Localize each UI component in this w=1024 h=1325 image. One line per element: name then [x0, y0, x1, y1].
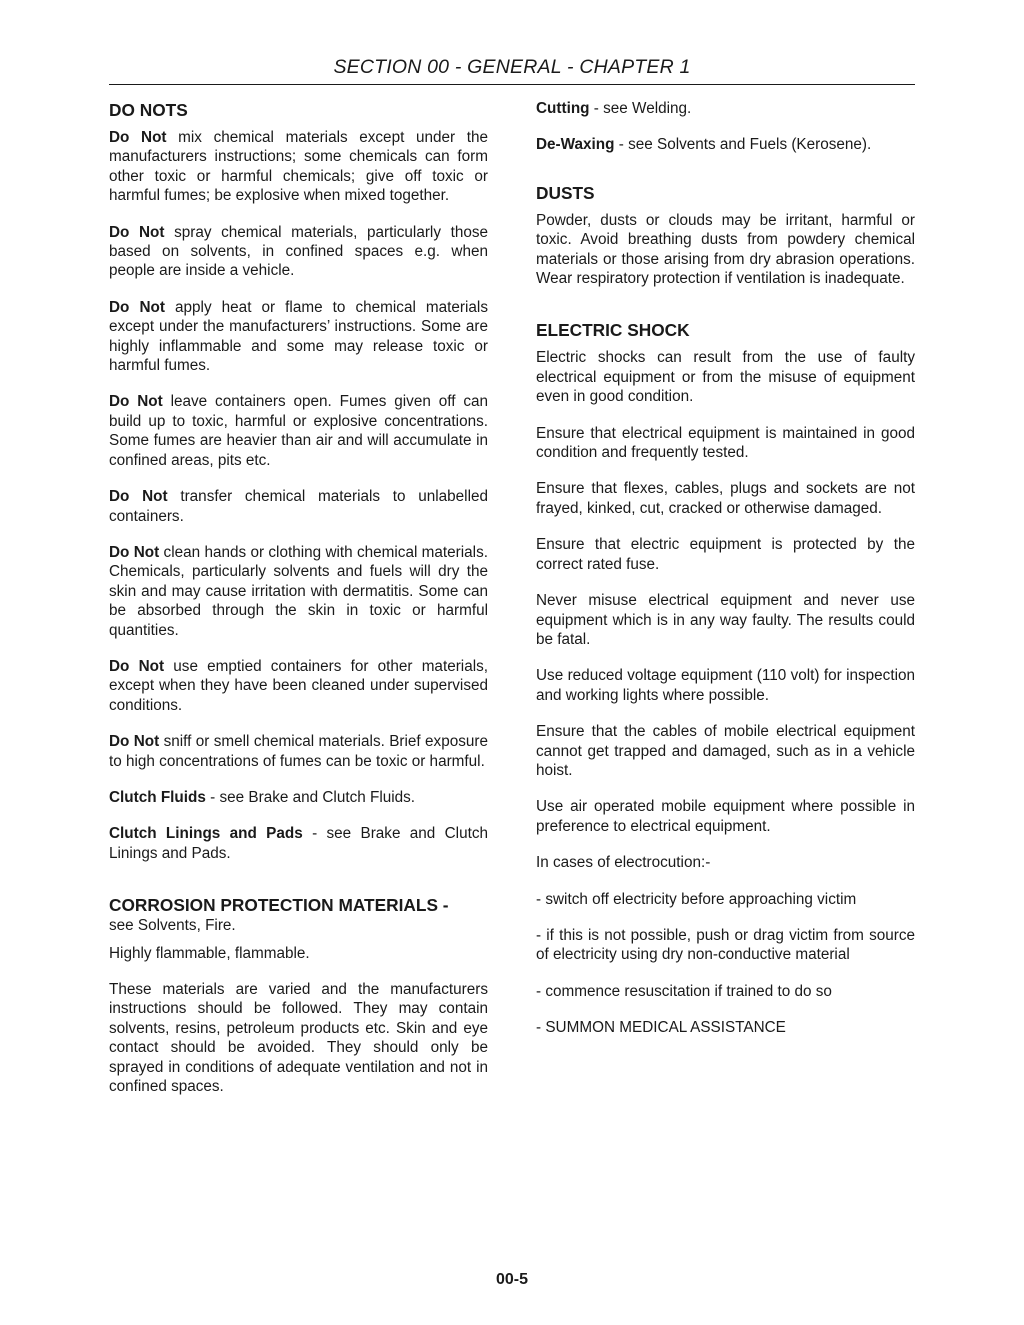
paragraph-text: transfer chemical materials to unlabelled containers. [109, 488, 488, 525]
right-column [536, 99, 915, 1055]
do-not-paragraph [109, 223, 488, 281]
corrosion-paragraph: These materials are varied and the manufacturers instructions should be followed. They may contain solvents, resins, petroleum products etc. Skin and eye contact should be avoided. They should only be sprayed in conditions of adequate ventilation and not in confined spaces. [109, 981, 488, 1096]
corrosion-paragraph: Highly flammable, flammable. [109, 944, 310, 962]
cutting-entry [536, 99, 915, 118]
clutch-linings-entry [109, 824, 488, 863]
paragraph-lead: Clutch Fluids [109, 788, 206, 806]
paragraph-lead: De-Waxing [536, 136, 615, 154]
electric-paragraph: Ensure that the cables of mobile electrical equipment cannot get trapped and damaged, such as in a vehicle hoist. [536, 723, 915, 779]
paragraph-text: - see Brake and Clutch Fluids. [205, 788, 416, 806]
page-number: 00-5 [495, 1271, 529, 1288]
do-not-paragraph [109, 128, 488, 206]
paragraph-lead: Do Not [109, 657, 165, 675]
paragraph-lead: Do Not [109, 393, 163, 411]
paragraph-text: mix chemical materials except under the manufacturers instructions; some chemicals can form other toxic or harmful chemicals; give off toxic or harmful fumes; be explosive when mixed together. [109, 129, 488, 205]
header-rule [109, 84, 915, 85]
electrocution-intro: In cases of electrocution:- [536, 854, 711, 872]
paragraph-lead: Do Not [109, 543, 160, 561]
corrosion-heading: CORROSION PROTECTION MATERIALS - [109, 895, 449, 916]
electric-paragraph: Electric shocks can result from the use of faulty electrical equipment or from the misuse of equipment even in good condition. [536, 349, 915, 406]
electrocution-step: - SUMMON MEDICAL ASSISTANCE [536, 1019, 786, 1037]
do-not-paragraph [109, 487, 488, 526]
do-not-paragraph [109, 543, 488, 640]
paragraph-lead: Do Not [109, 733, 160, 751]
corrosion-subheading: see Solvents, Fire. [109, 917, 236, 935]
electric-paragraph: Never misuse electrical equipment and never use equipment which is in any way faulty. The results could be fatal. [536, 592, 915, 648]
paragraph-text: - see Welding. [589, 100, 692, 117]
electric-paragraph: Ensure that electric equipment is protected by the correct rated fuse. [536, 536, 915, 573]
dewaxing-entry [536, 135, 915, 154]
paragraph-text: sniff or smell chemical materials. Brief exposure to high concentrations of fumes can be toxic or harmful. [109, 733, 488, 770]
electric-paragraph: Ensure that electrical equipment is maintained in good condition and frequently tested. [536, 424, 915, 462]
electrocution-step: - if this is not possible, push or drag victim from source of electricity using dry non-conductive material [536, 926, 915, 964]
dusts-heading: DUSTS [536, 182, 595, 203]
do-not-paragraph [109, 298, 488, 376]
paragraph-text: spray chemical materials, particularly those based on solvents, in confined spaces e.g. when people are inside a vehicle. [109, 223, 488, 280]
electric-paragraph: Ensure that flexes, cables, plugs and sockets are not frayed, kinked, cut, cracked or otherwise damaged. [536, 480, 915, 517]
paragraph-lead: Cutting [536, 100, 590, 117]
do-nots-heading: DO NOTS [109, 100, 188, 120]
paragraph-text: leave containers open. Fumes given off can build up to toxic, harmful or explosive concentrations. Some fumes are heavier than air and will accumulate in confined areas, pits etc. [109, 393, 488, 469]
electric-paragraph: Use reduced voltage equipment (110 volt) for inspection and working lights where possible. [536, 667, 915, 704]
clutch-fluids-entry [109, 788, 488, 807]
paragraph-text: use emptied containers for other materials, except when they have been cleaned under supervised conditions. [109, 657, 488, 714]
dusts-paragraph: Powder, dusts or clouds may be irritant, harmful or toxic. Avoid breathing dusts from powdery chemical materials or those arising from dry abrasion operations. Wear respiratory protection if ventilation is inadequate. [536, 211, 915, 288]
paragraph-lead: Do Not [109, 488, 168, 506]
electric-shock-heading: ELECTRIC SHOCK [536, 320, 690, 341]
do-not-paragraph [109, 657, 488, 715]
page-header: SECTION 00 - GENERAL - CHAPTER 1 [333, 56, 691, 78]
do-not-paragraph [109, 732, 488, 771]
left-column [109, 99, 488, 1113]
paragraph-text: clean hands or clothing with chemical materials. Chemicals, particularly solvents and fuels will dry the skin and may cause irritation with dermatitis. Some can be absorbed through the skin in toxic or harmful quantities. [109, 543, 488, 639]
paragraph-lead: Do Not [109, 223, 165, 241]
paragraph-lead: Do Not [109, 298, 165, 316]
electrocution-step: - commence resuscitation if trained to do so [536, 982, 832, 1000]
paragraph-lead: Clutch Linings and Pads [109, 825, 303, 843]
paragraph-text: - see Solvents and Fuels (Kerosene). [614, 136, 872, 154]
do-not-paragraph [109, 392, 488, 470]
paragraph-text: apply heat or flame to chemical materials except under the manufacturers’ instructions. Some are highly inflammable and some may release toxic or harmful fumes. [109, 298, 488, 375]
electrocution-step: - switch off electricity before approaching victim [536, 890, 857, 908]
paragraph-lead: Do Not [109, 129, 167, 146]
paragraph-text: - see Brake and Clutch Linings and Pads. [109, 825, 488, 862]
electric-paragraph: Use air operated mobile equipment where possible in preference to electrical equipment. [536, 798, 915, 835]
